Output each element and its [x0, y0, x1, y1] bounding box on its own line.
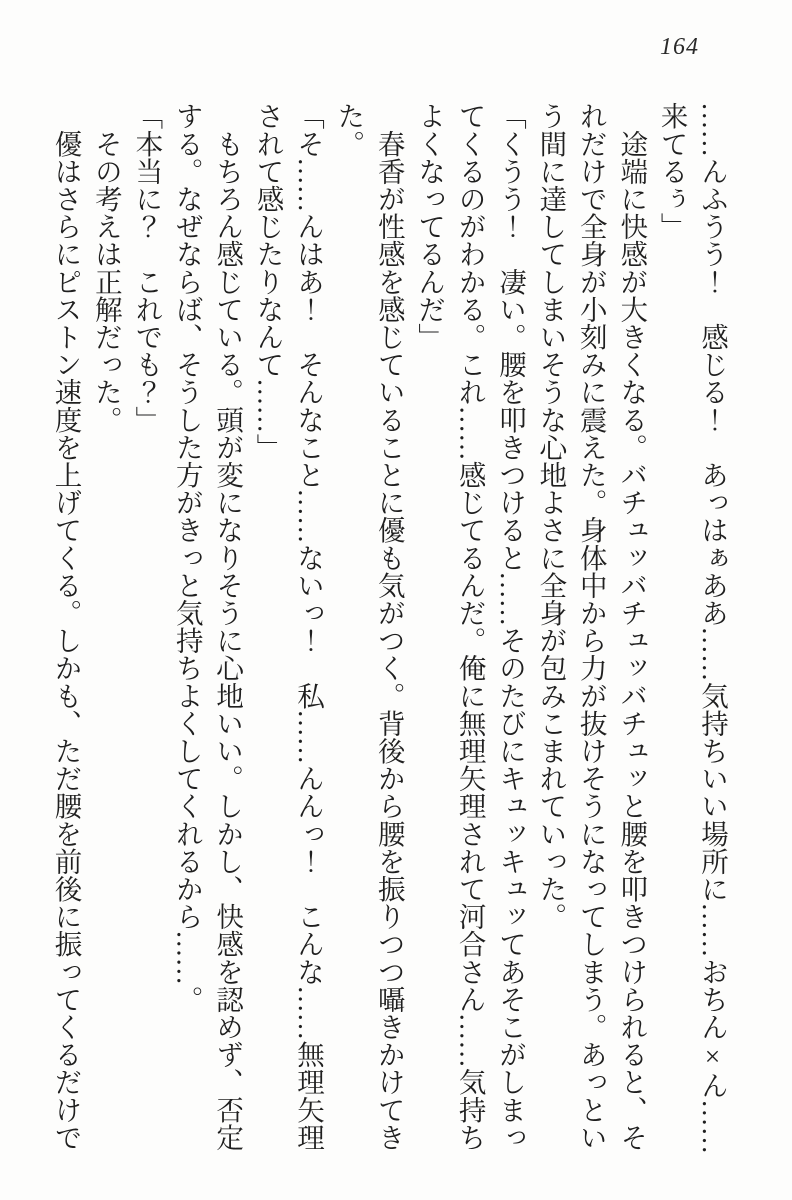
text-column: もちろん感じている。頭が変になりそうに心地いい。しかし、快感を認めず、否定: [212, 102, 244, 1151]
text-column: 来てるぅ」: [656, 102, 688, 240]
text-column: てくるのがわかる。これ……感じてるんだ。俺に無理矢理されて河合さん……気持ち: [454, 102, 486, 1151]
text-column: 「そ……んはあ！ そんなこと……ないっ！ 私……んんっ！ こんな……無理矢理: [292, 102, 324, 1151]
text-column: ……んふうう！ 感じる！ あっはぁああ……気持ちいい場所に……おちん×ん……: [697, 102, 728, 1155]
text-column: れだけで全身が小刻みに震えた。身体中から力が抜けそうになってしまう。あっとい: [575, 102, 607, 1151]
page-number: 164: [660, 34, 699, 60]
text-column: されて感じたりなんて……」: [252, 102, 284, 461]
text-column: その考えは正解だった。: [90, 102, 122, 434]
text-column: う間に達してしまいそうな心地よさに全身が包みこまれていった。: [535, 102, 567, 930]
text-column: た。: [333, 102, 365, 158]
text-column: 「くうう！ 凄い。腰を叩きつけると……そのたびにキュッキュッてあそこがしまっ: [494, 102, 526, 1151]
text-column: する。なぜならば、そうした方がきっと気持ちよくしてくれるから……。: [171, 102, 203, 1013]
text-column: 優はさらにピストン速度を上げてくる。しかも、ただ腰を前後に振ってくるだけで: [50, 102, 82, 1151]
text-column: 途端に快感が大きくなる。バチュッバチュッバチュッと腰を叩きつけられると、そ: [616, 102, 648, 1151]
vertical-text-block: [44, 102, 732, 1158]
text-column: よくなってるんだ」: [414, 102, 446, 351]
text-column: 春香が性感を感じていることに優も気がつく。背後から腰を振りつつ囁きかけてき: [373, 102, 405, 1151]
text-column: 「本当に？ これでも？」: [131, 102, 163, 434]
